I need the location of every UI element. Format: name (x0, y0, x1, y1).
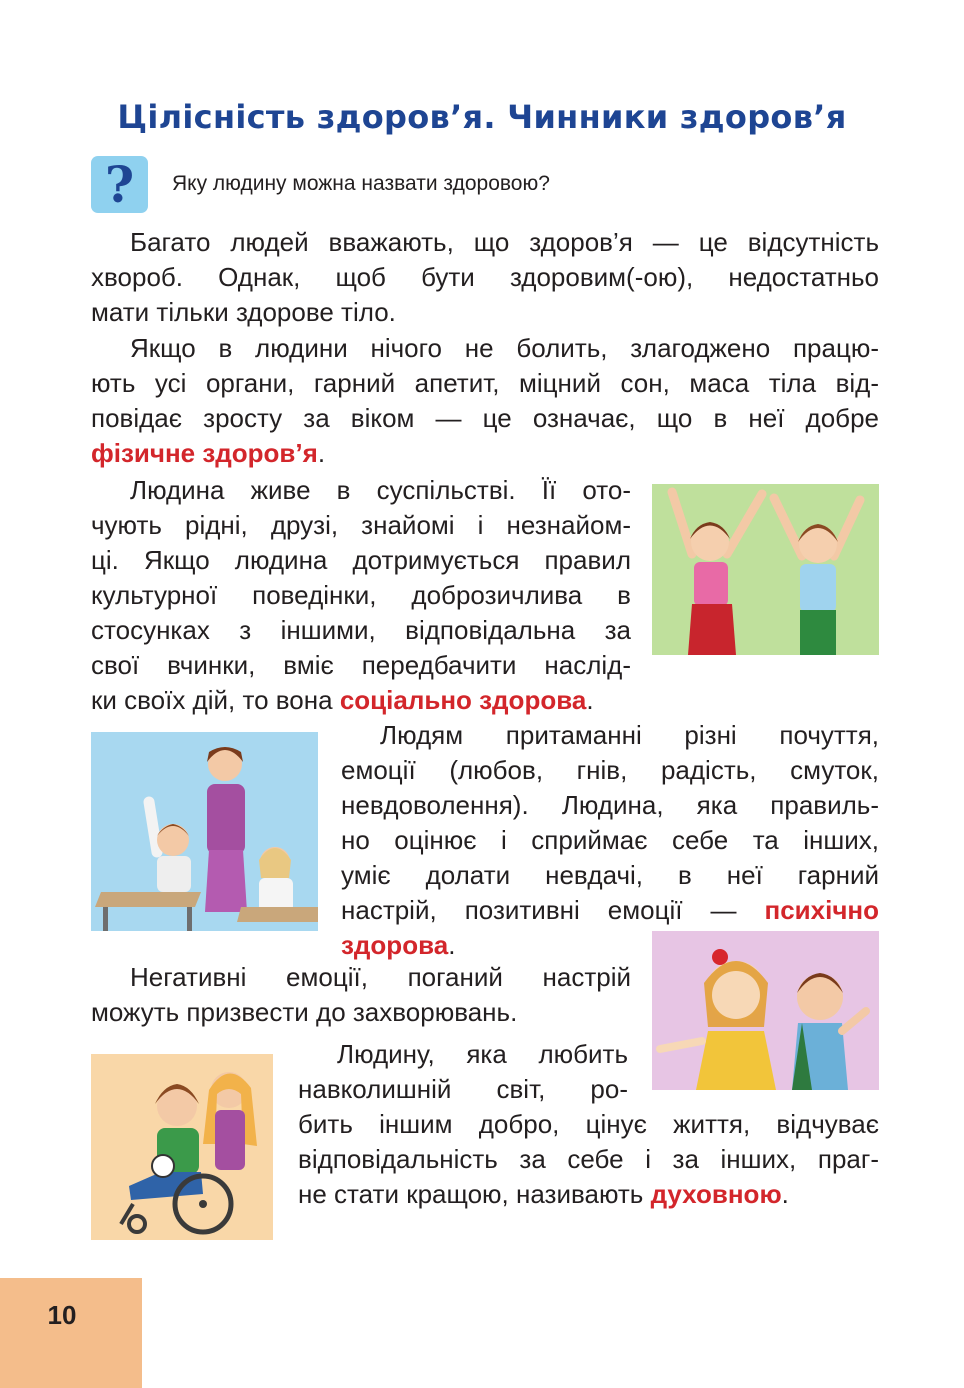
term-spiritual-health: духовною (650, 1179, 782, 1209)
text-line: здорова. (341, 930, 456, 960)
children-arms-raised-illustration (652, 484, 879, 655)
text-line: емоції (любов, гнів, радість, смуток, (341, 755, 879, 785)
paragraph-5 (91, 960, 631, 1030)
text-line: не стати кращою, називають духовною. (298, 1179, 789, 1209)
page-number-box (0, 1278, 142, 1388)
text-line: Багато людей вважають, що здоров’я — це відсутність (130, 227, 879, 257)
text-line: Людина живе в суспільстві. Її ото- (130, 475, 631, 505)
text-line: мати тільки здорове тіло. (91, 297, 396, 327)
boy-in-wheelchair-with-girl-illustration (91, 1054, 273, 1240)
paragraph-1 (91, 225, 879, 330)
girl-and-boy-waving-illustration (652, 931, 879, 1090)
teacher-with-pupils-illustration (91, 732, 318, 931)
text-line: навколишній світ, ро- (298, 1074, 628, 1104)
text-line: настрій, позитивні емоції — психічно (341, 895, 880, 925)
text-line: чують рідні, друзі, знайомі і незнайом- (91, 510, 631, 540)
text-line: відповідальність за себе і за інших, праг- (298, 1144, 879, 1174)
term-physical-health: фізичне здоров’я (91, 438, 318, 468)
term-mental-health-continued: здорова (341, 930, 449, 960)
teacher-with-pupils-image (91, 732, 318, 931)
term-social-health: соціально здорова (339, 685, 587, 715)
text-line: свої вчинки, вміє передбачити наслід- (91, 650, 631, 680)
term-mental-health: психічно (764, 895, 880, 925)
text-line: хвороб. Однак, щоб бути здоровим(-ою), недостатньо (91, 262, 879, 292)
text-line: Негативні емоції, поганий настрій (130, 962, 631, 992)
girl-and-boy-waving-image (652, 931, 879, 1090)
text-line: бить іншим добро, цінує життя, відчуває (298, 1109, 879, 1139)
paragraph-6 (298, 1037, 628, 1107)
text-line: невдоволення). Людина, яка правиль- (341, 790, 879, 820)
text-line: Людину, яка любить (337, 1039, 628, 1069)
text-line: Якщо в людини нічого не болить, злагоджено працю- (130, 333, 879, 363)
question-mark-icon: ? (91, 156, 148, 213)
page-number: 10 (47, 1300, 77, 1330)
question-text: Яку людину можна назвати здоровою? (172, 172, 550, 195)
paragraph-3-end: ки своїх дій, то вона соціально здорова. (91, 685, 594, 715)
text-line: культурної поведінки, доброзичлива в (91, 580, 631, 610)
text-line: ють усі органи, гарний апетит, міцний сон, маса тіла від- (91, 368, 879, 398)
text-line: фізичне здоров’я. (91, 438, 326, 468)
paragraph-2 (91, 331, 879, 471)
text-line: повідає зросту за віком — це означає, що в неї добре (91, 403, 879, 433)
paragraph-4 (341, 718, 879, 963)
page-title: Цілісність здоров’я. Чинники здоров’я (117, 98, 847, 136)
text-line: ці. Якщо людина дотримується правил (91, 545, 631, 575)
text-line: Людям притаманні різні почуття, (380, 720, 879, 750)
boy-in-wheelchair-with-girl-image (91, 1054, 273, 1240)
text-line: но оцінює і сприймає себе та інших, (341, 825, 879, 855)
text-line: стосунках з іншими, відповідальна за (91, 615, 631, 645)
children-arms-raised-image (652, 484, 879, 655)
paragraph-6-continued (298, 1107, 879, 1212)
text-line: можуть призвести до захворювань. (91, 997, 518, 1027)
text-line: ки своїх дій, то вона (91, 685, 333, 715)
paragraph-3 (91, 473, 631, 683)
text-line: уміє долати невдачі, в неї гарний (341, 860, 879, 890)
